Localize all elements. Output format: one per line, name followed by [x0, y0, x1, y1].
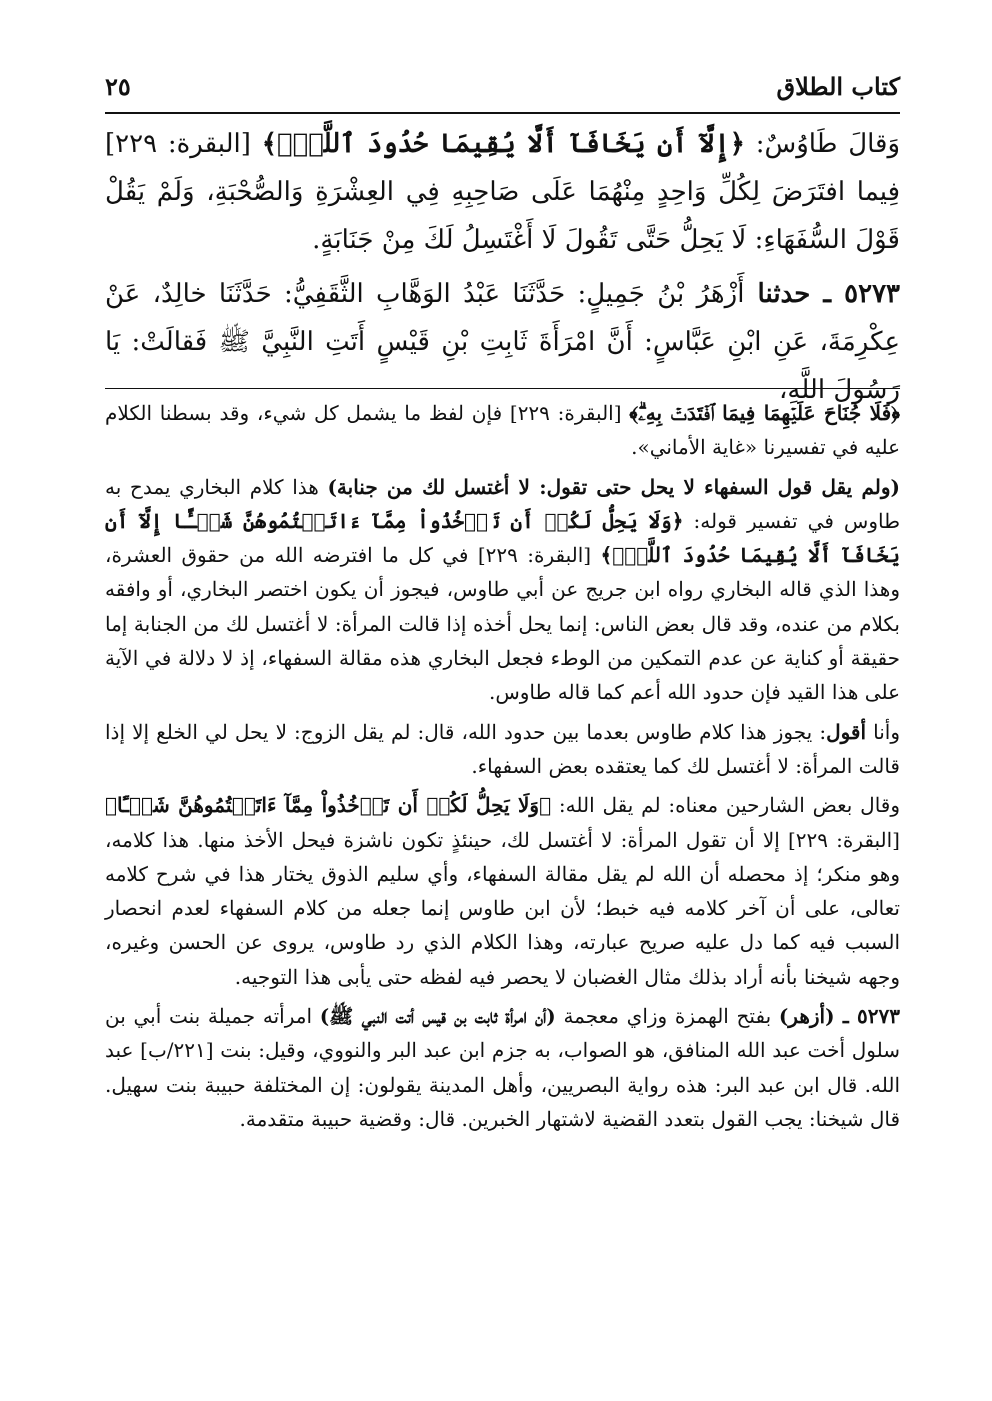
- commentary-text: وأنا: [866, 719, 900, 744]
- hadith-text: أَزْهَرُ بْنُ جَمِيلٍ: حَدَّثَنَا عَبْدُ الوَهَّابِ الثَّقَفِيُّ: حَدَّثَنَا خالِدٌ، عَنْ عِكْرِمَةَ، عَنِ ابْنِ عَبَّاسٍ: أَنَّ امْرَأَةَ ثَابِتِ بْنِ قَيْسٍ أَتَتِ النَّبِيَّ ﷺ فَقالَتْ: يَا رَسُولَ اللَّهِ،: [105, 279, 900, 405]
- hadith-number: ٥٢٧٣ ـ: [823, 279, 901, 309]
- quoted-lemma: (أن امرأة ثابت بن قيس أتت النبي ﷺ): [319, 1004, 556, 1029]
- commentary-paragraph-3: [105, 715, 900, 784]
- commentary-paragraph-2: [105, 470, 900, 710]
- commentary-text: هذا كلام البخاري يمدح به طاوس في تفسير قوله:: [105, 474, 900, 533]
- main-intro: وَقالَ طَاوُسٌ:: [744, 129, 901, 159]
- commentary-paragraph-1: [105, 396, 900, 465]
- commentary-paragraph-4: [105, 788, 900, 994]
- author-opinion-label: أقول: [826, 719, 867, 744]
- commentary-text: وقال بعض الشارحين معناه: لم يقل الله:: [551, 793, 901, 818]
- quran-verse: ﴿إِلَّآ أَن يَخَافَآ أَلَّا يُقِيمَا حُدُودَ ٱللَّهِۖ﴾: [261, 129, 745, 159]
- haddathana-label: حدثنا: [744, 279, 824, 309]
- main-text-body: [البقرة: ٢٢٩] فِيما افتَرَضَ لِكُلِّ وَاحِدٍ مِنْهُمَا عَلَى صَاحِبِهِ فِي العِشْرَةِ وَالصُّحْبَةِ، وَلَمْ يَقُلْ قَوْلَ السُّفَهَاءِ: لَا يَحِلُّ حَتَّى تَقُولَ لَا أَغْتَسِلُ لَكَ مِنْ جَنَابَةٍ.: [105, 129, 900, 255]
- quran-verse: ﴿وَلَا يَحِلُّ لَكُمۡ أَن تَأۡخُذُواْ مِمَّآ ءَاتَيۡتُمُوهُنَّ شَيۡـًٔا إِلَّآ أَن يَخَافَآ أَلَّا يُقِيمَا حُدُودَ ٱللَّهِۖ﴾: [105, 508, 900, 568]
- commentary-text: بفتح الهمزة وزاي معجمة: [555, 1004, 779, 1029]
- commentary: [105, 396, 900, 1141]
- commentary-text: [البقرة: ٢٢٩] في كل ما افترضه الله من حقوق العشرة، وهذا الذي قاله البخاري رواه ابن جريج عن أبي طاوس، فيجوز أن يكون اختصر البخاري، أو وافقه بكلام من عنده، وقد قال بعض الناس: إنما يحل أخذه إذا قالت المرأة: لا أغتسل لك من الجنابة إما حقيقة أو كناية عن عدم التمكين من الوطء فجعل البخاري هذه مقالة السفهاء، إذ لا دلالة في الآية على هذا القيد فإن حدود الله أعم كما قاله طاوس.: [105, 543, 900, 705]
- quoted-lemma: (ولم يقل قول السفهاء لا يحل حتى تقول: لا أغتسل لك من جنابة): [327, 474, 900, 499]
- main-text: [105, 120, 900, 420]
- page-number: ٢٥: [105, 71, 131, 101]
- header-rule: [105, 112, 900, 114]
- page-header: [105, 62, 900, 110]
- running-title: كتاب الطلاق: [776, 71, 900, 101]
- footnote-rule: [105, 388, 900, 389]
- commentary-text: [البقرة: ٢٢٩] فإن لفظ ما يشمل كل شيء، وقد بسطنا الكلام عليه في تفسيرنا «غاية الأماني».: [105, 401, 900, 460]
- main-paragraph-hadith: [105, 270, 900, 414]
- commentary-text: : يجوز هذا كلام طاوس بعدما بين حدود الله، قال: لم يقل الزوج: لا يحل لي الخلع إلا إذا قالت المرأة: لا أغتسل لك كما يعتقده بعض السفهاء.: [105, 719, 900, 778]
- commentary-text: امرأته جميلة بنت أبي بن سلول أخت عبد الله المنافق، هو الصواب، به جزم ابن عبد البر والنووي، وقيل: بنت [٢٢١/ب] عبد الله. قال ابن عبد البر: هذه رواية البصريين، وأهل المدينة يقولون: إن المختلفة حبيبة بنت سهيل. قال شيخنا: يجب القول بتعدد القضية لاشتهار الخبرين. قال: وقضية حبيبة متقدمة.: [105, 1004, 900, 1131]
- commentary-paragraph-5: [105, 999, 900, 1136]
- quoted-lemma: (أزهر): [778, 1004, 835, 1029]
- commentary-text: [البقرة: ٢٢٩] إلا أن تقول المرأة: لا أغتسل لك، حينئذٍ تكون ناشزة فيحل الأخذ منها. هذا كلامه، وهو منكر؛ إذ محصله أن الله لم يقل مقالة السفهاء، وأي سليم الذوق يختار هذا في شرح كلامه تعالى، على أن آخر كلامه فيه خبط؛ لأن ابن طاوس إنما جعله من كلام السفهاء لعدم انحصار السبب فيه كما دل عليه صريح عبارته، وهذا الكلام الذي رد طاوس، يروى عن الحسن وغيره، وجهه شيخنا بأنه أراد بذلك مثال الغضبان لا يحصر فيه لفظه حتى يأبى هذا التوجيه.: [105, 827, 900, 989]
- quran-verse: ﴿فَلَا جُنَاحَ عَلَيۡهِمَا فِيمَا ٱفۡتَدَتۡ بِهِۦۗ﴾: [629, 401, 900, 425]
- quran-verse: ﴿وَلَا يَحِلُّ لَكُمۡ أَن تَأۡخُذُواْ مِمَّآ ءَاتَيۡتُمُوهُنَّ شَيۡـًٔا﴾: [105, 793, 552, 818]
- main-paragraph-tawus: [105, 120, 900, 264]
- hadith-number: ٥٢٧٣ ـ: [834, 1004, 900, 1029]
